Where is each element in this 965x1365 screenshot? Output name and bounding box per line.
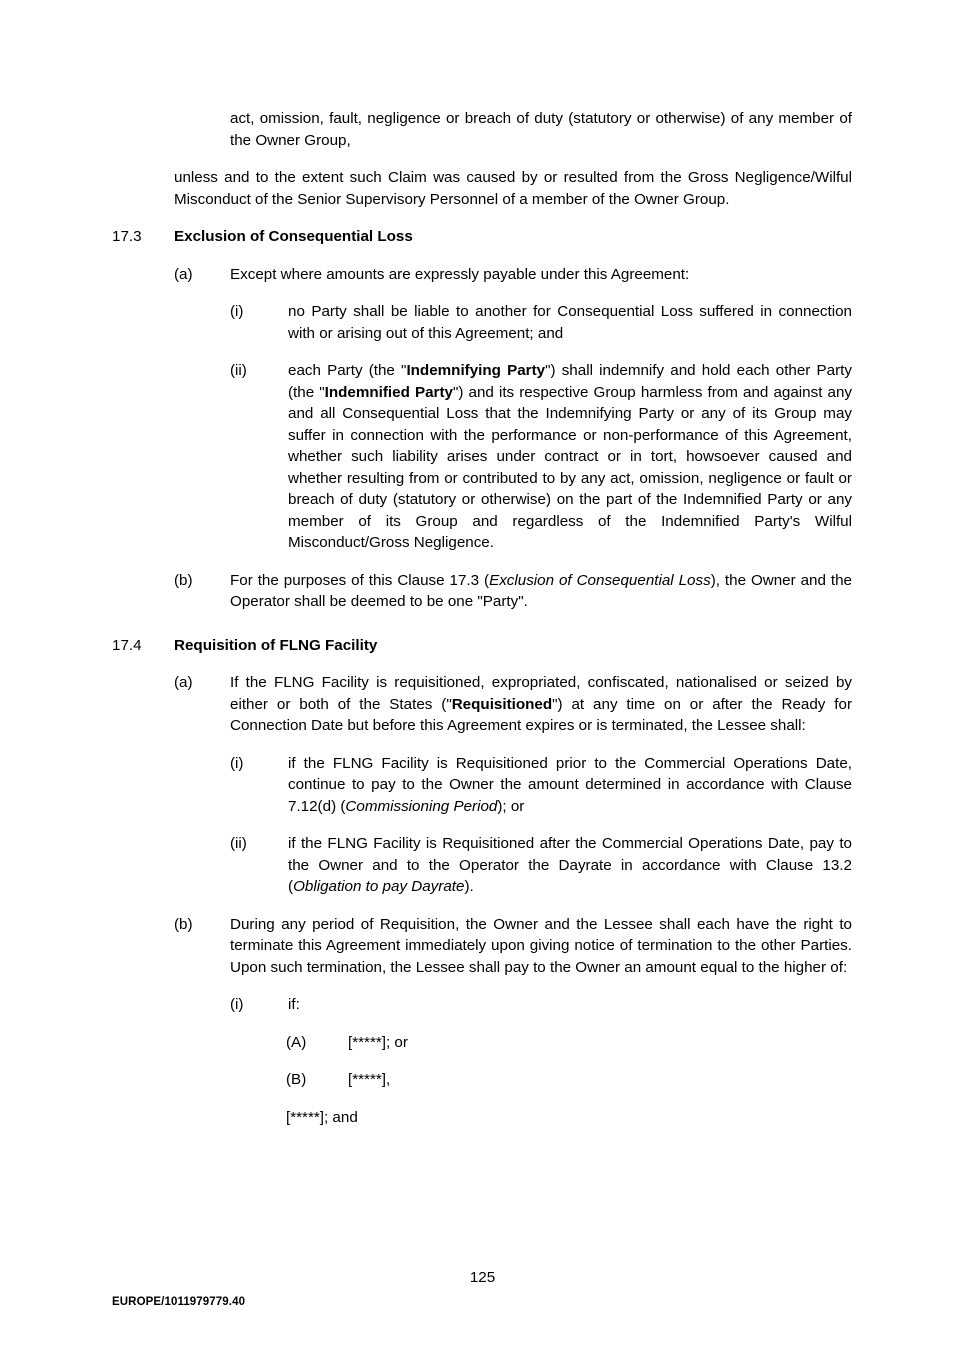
list-item: [286, 1069, 852, 1091]
paragraph-top-continuation: [230, 108, 852, 151]
list-marker: (A): [286, 1033, 307, 1051]
list-marker: (b): [174, 915, 193, 933]
list-item: [174, 570, 852, 613]
list-item-text: [*****]; or: [348, 1033, 408, 1051]
list-item-text: [*****],: [348, 1071, 391, 1088]
list-item-text: For the purposes of this Clause 17.3 (Exclusion of Consequential Loss), the Owner and the Operator shall be deemed to be one "Party".: [230, 571, 852, 610]
list-marker: (b): [174, 571, 193, 589]
list-marker: (ii): [230, 835, 247, 852]
list-item: [230, 753, 852, 818]
clause-heading-17-4: [112, 635, 852, 657]
list-item: [230, 833, 852, 898]
paragraph-text: act, omission, fault, negligence or breach of duty (statutory or otherwise) of any member of the Owner Group,: [230, 110, 852, 149]
list-marker: (i): [230, 996, 244, 1013]
clause-heading-text: Exclusion of Consequential Loss: [174, 228, 413, 245]
clause-number: 17.3: [112, 228, 142, 245]
footer-reference: EUROPE/1011979779.40: [112, 1296, 246, 1308]
list-item: [286, 1032, 852, 1054]
list-marker: (i): [230, 303, 244, 320]
page-number: 125: [469, 1269, 496, 1286]
clause-heading-text: Requisition of FLNG Facility: [174, 636, 378, 654]
paragraph-trailing: [286, 1107, 852, 1129]
page-content: [112, 108, 852, 1144]
list-marker: (a): [174, 674, 193, 691]
list-marker: (i): [230, 754, 244, 772]
clause-heading-17-3: [112, 226, 852, 248]
list-item-text: if:: [288, 996, 300, 1013]
list-item: [174, 914, 852, 979]
list-item-text: If the FLNG Facility is requisitioned, expropriated, confiscated, nationalised or seized by either or both of the States ("Requisitioned") at any time on or after the Ready for Connection Date but before this Agreement expires or is terminated, the Lessee shall:: [230, 674, 853, 734]
list-item: [230, 360, 852, 554]
paragraph-text: [*****]; and: [286, 1108, 358, 1126]
list-item: [230, 994, 852, 1016]
list-marker: (B): [286, 1071, 307, 1088]
list-item: [174, 672, 852, 737]
clause-number: 17.4: [112, 636, 142, 654]
list-marker: (a): [174, 265, 193, 283]
list-marker: (ii): [230, 362, 247, 379]
list-item-text: no Party shall be liable to another for Consequential Loss suffered in connection with or arising out of this Agreement; and: [288, 303, 852, 342]
list-item-text: each Party (the "Indemnifying Party") shall indemnify and hold each other Party (the "Indemnified Party") and its respective Group harmless from and against any and all Consequential Loss that the Indemnifying Party or any of its Group may suffer in connection with the performance or non-performance of this Agreement, whether such liability arises under contract or in tort, howsoever caused and whether resulting from or contributed to by any act, omission, negligence or fault or breach of duty (statutory or otherwise) on the part of the Indemnified Party or any member of its Group and regardless of the Indemnified Party's Wilful Misconduct/Gross Negligence.: [288, 362, 852, 551]
list-item: [174, 264, 852, 286]
paragraph-unless: [174, 167, 852, 210]
list-item-text: if the FLNG Facility is Requisitioned prior to the Commercial Operations Date, continue to pay to the Owner the amount determined in accordance with Clause 7.12(d) (Commissioning Period); or: [288, 754, 852, 815]
paragraph-text: unless and to the extent such Claim was caused by or resulted from the Gross Negligence/Wilful Misconduct of the Senior Supervisory Personnel of a member of the Owner Group.: [174, 169, 852, 208]
list-item-text: if the FLNG Facility is Requisitioned after the Commercial Operations Date, pay to the Owner and to the Operator the Dayrate in accordance with Clause 13.2 (Obligation to pay Dayrate).: [288, 835, 852, 895]
list-item-text: Except where amounts are expressly payable under this Agreement:: [230, 265, 690, 283]
list-item: [230, 301, 852, 344]
list-item-text: During any period of Requisition, the Owner and the Lessee shall each have the right to terminate this Agreement immediately upon giving notice of termination to the other Parties. Upon such termination, the Lessee shall pay to the Owner an amount equal to the higher of:: [230, 915, 852, 976]
